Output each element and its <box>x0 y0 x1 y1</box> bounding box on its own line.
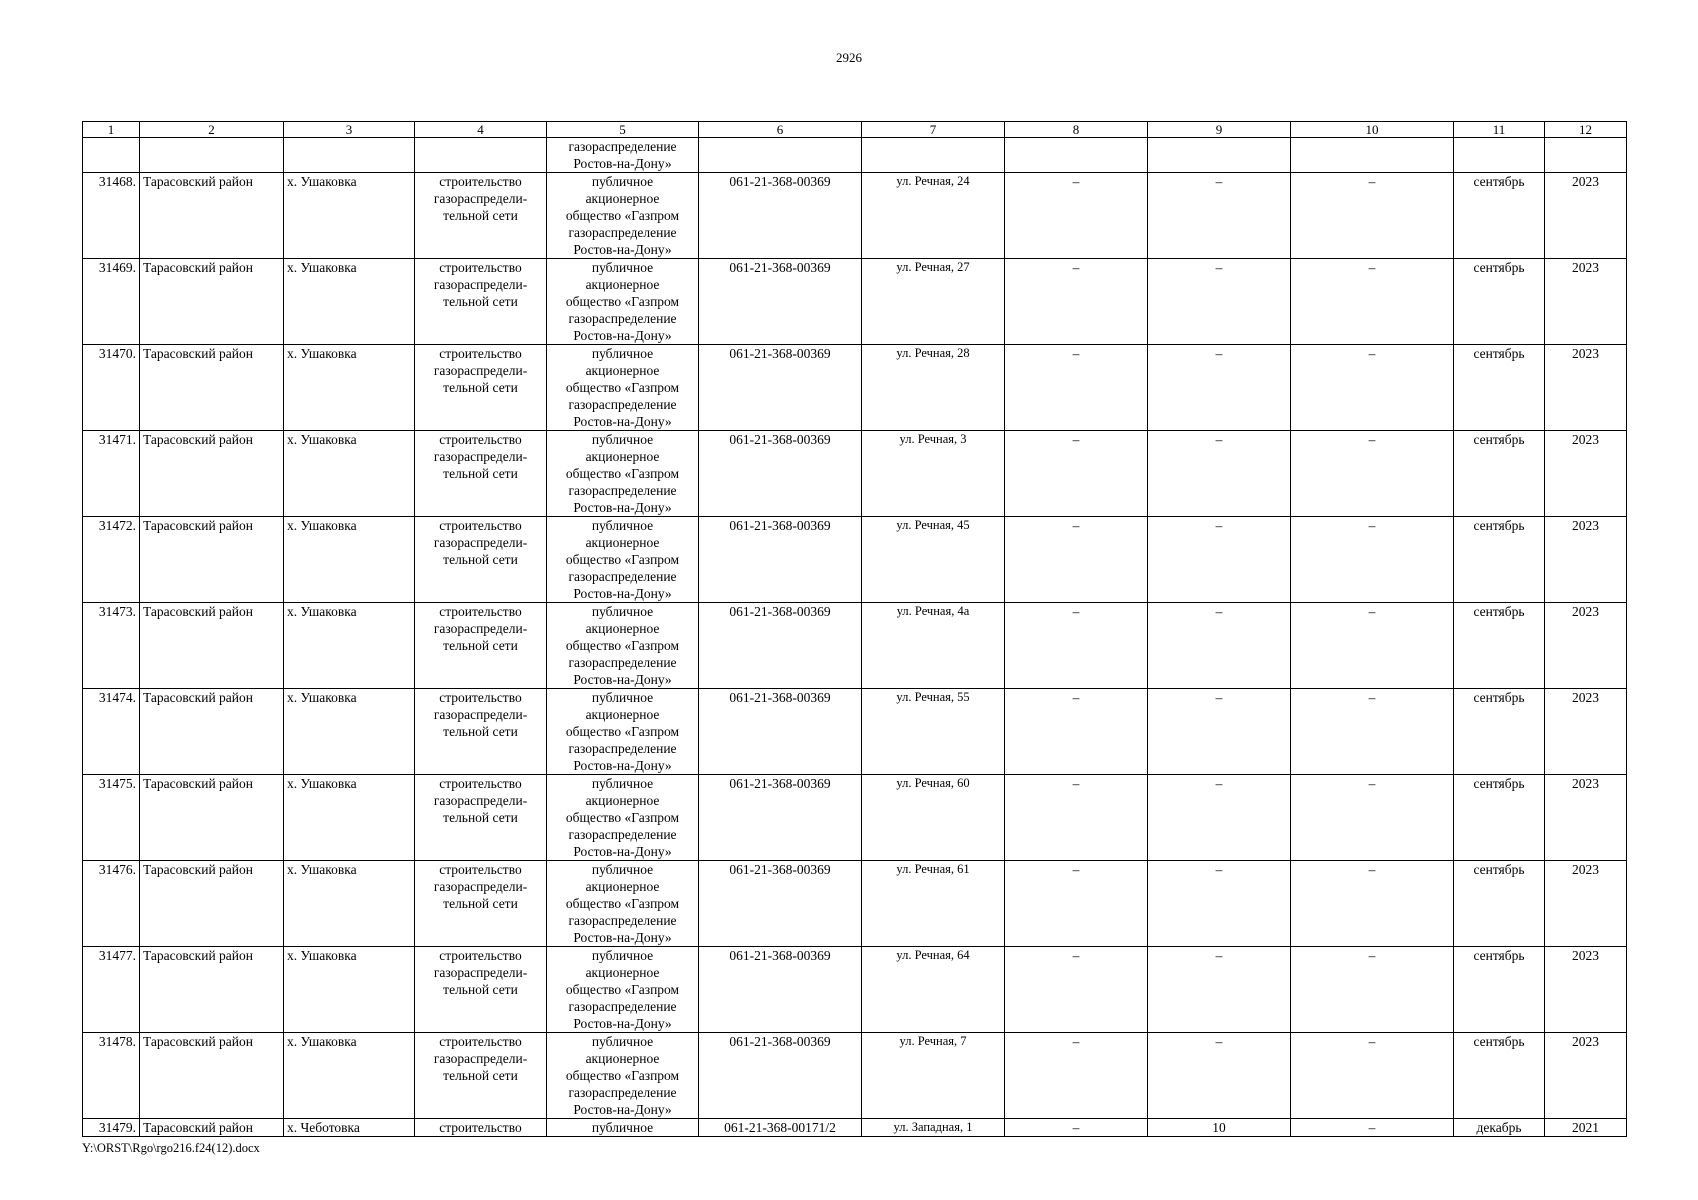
col8-cell: – <box>1005 173 1148 259</box>
page-number: 2926 <box>836 50 862 65</box>
year-cell: 2023 <box>1545 689 1627 775</box>
year-cell: 2023 <box>1545 775 1627 861</box>
address-cell: ул. Речная, 24 <box>862 173 1005 259</box>
header-cell: 3 <box>284 122 415 138</box>
work-type-cell: строительство газораспредели- тельной сети <box>415 861 547 947</box>
registry-table <box>82 121 1627 1137</box>
address-cell: ул. Речная, 60 <box>862 775 1005 861</box>
code-cell: 061-21-368-00369 <box>699 689 862 775</box>
month-cell: сентябрь <box>1454 259 1545 345</box>
col8-cell: – <box>1005 431 1148 517</box>
col10-cell: – <box>1291 689 1454 775</box>
table-cell <box>699 138 862 173</box>
year-cell: 2023 <box>1545 345 1627 431</box>
col10-cell: – <box>1291 1033 1454 1119</box>
col9-cell: – <box>1148 517 1291 603</box>
code-cell: 061-21-368-00369 <box>699 1033 862 1119</box>
district-cell: Тарасовский район <box>140 689 284 775</box>
org-cell: публичное акционерное общество «Газпром газораспределение Ростов-на-Дону» <box>547 603 699 689</box>
settlement-cell: х. Ушаковка <box>284 517 415 603</box>
settlement-cell: х. Ушаковка <box>284 603 415 689</box>
work-type-cell: строительство газораспредели- тельной сети <box>415 173 547 259</box>
header-cell: 12 <box>1545 122 1627 138</box>
month-cell: сентябрь <box>1454 431 1545 517</box>
header-cell: 10 <box>1291 122 1454 138</box>
address-cell: ул. Речная, 28 <box>862 345 1005 431</box>
org-cell: публичное акционерное общество «Газпром газораспределение Ростов-на-Дону» <box>547 775 699 861</box>
year-cell: 2023 <box>1545 1033 1627 1119</box>
district-cell: Тарасовский район <box>140 861 284 947</box>
column-number-header <box>83 122 1627 138</box>
work-type-cell: строительство газораспредели- тельной сети <box>415 517 547 603</box>
header-cell: 8 <box>1005 122 1148 138</box>
col9-cell: – <box>1148 947 1291 1033</box>
settlement-cell: х. Ушаковка <box>284 947 415 1033</box>
table-row <box>83 517 1627 603</box>
table-row <box>83 345 1627 431</box>
settlement-cell: х. Ушаковка <box>284 431 415 517</box>
row-number-cell: 31476. <box>83 861 140 947</box>
row-number-cell: 31474. <box>83 689 140 775</box>
col8-cell: – <box>1005 861 1148 947</box>
address-cell: ул. Речная, 7 <box>862 1033 1005 1119</box>
table-cell <box>862 138 1005 173</box>
org-cell: публичное акционерное общество «Газпром газораспределение Ростов-на-Дону» <box>547 517 699 603</box>
code-cell: 061-21-368-00369 <box>699 947 862 1033</box>
table-cell <box>1545 138 1627 173</box>
work-type-cell: строительство газораспредели- тельной сети <box>415 1033 547 1119</box>
month-cell: сентябрь <box>1454 603 1545 689</box>
col9-cell: – <box>1148 1033 1291 1119</box>
settlement-cell: х. Ушаковка <box>284 861 415 947</box>
year-cell: 2023 <box>1545 431 1627 517</box>
table-row <box>83 775 1627 861</box>
table-row <box>83 431 1627 517</box>
year-cell: 2023 <box>1545 603 1627 689</box>
address-cell: ул. Речная, 3 <box>862 431 1005 517</box>
col8-cell: – <box>1005 1119 1148 1137</box>
header-cell: 2 <box>140 122 284 138</box>
row-number-cell: 31472. <box>83 517 140 603</box>
col10-cell: – <box>1291 517 1454 603</box>
col8-cell: – <box>1005 1033 1148 1119</box>
col8-cell: – <box>1005 689 1148 775</box>
district-cell: Тарасовский район <box>140 259 284 345</box>
year-cell: 2023 <box>1545 517 1627 603</box>
col10-cell: – <box>1291 259 1454 345</box>
code-cell: 061-21-368-00369 <box>699 603 862 689</box>
code-cell: 061-21-368-00171/2 <box>699 1119 862 1137</box>
address-cell: ул. Речная, 27 <box>862 259 1005 345</box>
table-cell <box>1148 138 1291 173</box>
col8-cell: – <box>1005 345 1148 431</box>
month-cell: сентябрь <box>1454 173 1545 259</box>
settlement-cell: х. Ушаковка <box>284 345 415 431</box>
district-cell: Тарасовский район <box>140 517 284 603</box>
row-number-cell: 31475. <box>83 775 140 861</box>
district-cell: Тарасовский район <box>140 173 284 259</box>
settlement-cell: х. Ушаковка <box>284 1033 415 1119</box>
code-cell: 061-21-368-00369 <box>699 259 862 345</box>
district-cell: Тарасовский район <box>140 947 284 1033</box>
month-cell: сентябрь <box>1454 345 1545 431</box>
address-cell: ул. Речная, 61 <box>862 861 1005 947</box>
col10-cell: – <box>1291 1119 1454 1137</box>
year-cell: 2023 <box>1545 259 1627 345</box>
col9-cell: – <box>1148 345 1291 431</box>
table-cell <box>1291 138 1454 173</box>
org-cell: публичное акционерное общество «Газпром газораспределение Ростов-на-Дону» <box>547 689 699 775</box>
code-cell: 061-21-368-00369 <box>699 775 862 861</box>
code-cell: 061-21-368-00369 <box>699 345 862 431</box>
org-cell: публичное акционерное общество «Газпром газораспределение Ростов-на-Дону» <box>547 431 699 517</box>
settlement-cell: х. Ушаковка <box>284 259 415 345</box>
table-row <box>83 603 1627 689</box>
settlement-cell: х. Чеботовка <box>284 1119 415 1137</box>
work-type-cell: строительство газораспредели- тельной сети <box>415 431 547 517</box>
settlement-cell: х. Ушаковка <box>284 689 415 775</box>
col10-cell: – <box>1291 431 1454 517</box>
col9-cell: – <box>1148 689 1291 775</box>
month-cell: сентябрь <box>1454 517 1545 603</box>
org-cell: публичное <box>547 1119 699 1137</box>
col10-cell: – <box>1291 947 1454 1033</box>
year-cell: 2023 <box>1545 861 1627 947</box>
org-cell: публичное акционерное общество «Газпром газораспределение Ростов-на-Дону» <box>547 1033 699 1119</box>
row-number-cell: 31470. <box>83 345 140 431</box>
year-cell: 2023 <box>1545 947 1627 1033</box>
org-cell: публичное акционерное общество «Газпром газораспределение Ростов-на-Дону» <box>547 173 699 259</box>
month-cell: сентябрь <box>1454 689 1545 775</box>
org-cell: публичное акционерное общество «Газпром газораспределение Ростов-на-Дону» <box>547 861 699 947</box>
address-cell: ул. Речная, 4а <box>862 603 1005 689</box>
month-cell: сентябрь <box>1454 1033 1545 1119</box>
district-cell: Тарасовский район <box>140 345 284 431</box>
table-cell <box>415 138 547 173</box>
settlement-cell: х. Ушаковка <box>284 173 415 259</box>
district-cell: Тарасовский район <box>140 1033 284 1119</box>
district-cell: Тарасовский район <box>140 431 284 517</box>
header-cell: 4 <box>415 122 547 138</box>
header-cell: 9 <box>1148 122 1291 138</box>
code-cell: 061-21-368-00369 <box>699 517 862 603</box>
year-cell: 2021 <box>1545 1119 1627 1137</box>
address-cell: ул. Речная, 45 <box>862 517 1005 603</box>
month-cell: сентябрь <box>1454 775 1545 861</box>
col9-cell: – <box>1148 431 1291 517</box>
org-cell: публичное акционерное общество «Газпром газораспределение Ростов-на-Дону» <box>547 947 699 1033</box>
header-cell: 1 <box>83 122 140 138</box>
continuation-row <box>83 138 1627 173</box>
work-type-cell: строительство газораспредели- тельной сети <box>415 689 547 775</box>
col9-cell: – <box>1148 259 1291 345</box>
col9-cell: – <box>1148 861 1291 947</box>
col9-cell: – <box>1148 603 1291 689</box>
col10-cell: – <box>1291 775 1454 861</box>
settlement-cell: х. Ушаковка <box>284 775 415 861</box>
header-cell: 7 <box>862 122 1005 138</box>
col8-cell: – <box>1005 259 1148 345</box>
col10-cell: – <box>1291 345 1454 431</box>
work-type-cell: строительство газораспредели- тельной сети <box>415 345 547 431</box>
district-cell: Тарасовский район <box>140 775 284 861</box>
district-cell: Тарасовский район <box>140 603 284 689</box>
table-cell <box>1454 138 1545 173</box>
table-row <box>83 861 1627 947</box>
address-cell: ул. Речная, 64 <box>862 947 1005 1033</box>
header-cell: 6 <box>699 122 862 138</box>
col8-cell: – <box>1005 775 1148 861</box>
code-cell: 061-21-368-00369 <box>699 431 862 517</box>
header-cell: 5 <box>547 122 699 138</box>
work-type-cell: строительство <box>415 1119 547 1137</box>
district-cell: Тарасовский район <box>140 1119 284 1137</box>
code-cell: 061-21-368-00369 <box>699 173 862 259</box>
table-row <box>83 173 1627 259</box>
table-row <box>83 689 1627 775</box>
row-number-cell: 31478. <box>83 1033 140 1119</box>
table-cell <box>140 138 284 173</box>
col9-cell: – <box>1148 775 1291 861</box>
table-row <box>83 1119 1627 1137</box>
col10-cell: – <box>1291 861 1454 947</box>
table-row <box>83 1033 1627 1119</box>
header-cell: 11 <box>1454 122 1545 138</box>
row-number-cell: 31469. <box>83 259 140 345</box>
col8-cell: – <box>1005 517 1148 603</box>
row-number-cell: 31479. <box>83 1119 140 1137</box>
address-cell: ул. Западная, 1 <box>862 1119 1005 1137</box>
address-cell: ул. Речная, 55 <box>862 689 1005 775</box>
month-cell: декабрь <box>1454 1119 1545 1137</box>
year-cell: 2023 <box>1545 173 1627 259</box>
work-type-cell: строительство газораспредели- тельной сети <box>415 947 547 1033</box>
month-cell: сентябрь <box>1454 861 1545 947</box>
col10-cell: – <box>1291 173 1454 259</box>
col9-cell: 10 <box>1148 1119 1291 1137</box>
row-number-cell: 31468. <box>83 173 140 259</box>
work-type-cell: строительство газораспредели- тельной сети <box>415 259 547 345</box>
table-cell <box>83 138 140 173</box>
month-cell: сентябрь <box>1454 947 1545 1033</box>
table-cell <box>1005 138 1148 173</box>
table-row <box>83 947 1627 1033</box>
col8-cell: – <box>1005 947 1148 1033</box>
col9-cell: – <box>1148 173 1291 259</box>
document-table-container <box>82 121 1627 1137</box>
work-type-cell: строительство газораспредели- тельной сети <box>415 603 547 689</box>
org-cell: публичное акционерное общество «Газпром газораспределение Ростов-на-Дону» <box>547 259 699 345</box>
table-cell <box>284 138 415 173</box>
work-type-cell: строительство газораспредели- тельной сети <box>415 775 547 861</box>
org-cell: публичное акционерное общество «Газпром газораспределение Ростов-на-Дону» <box>547 345 699 431</box>
row-number-cell: 31477. <box>83 947 140 1033</box>
col8-cell: – <box>1005 603 1148 689</box>
col10-cell: – <box>1291 603 1454 689</box>
code-cell: 061-21-368-00369 <box>699 861 862 947</box>
table-row <box>83 259 1627 345</box>
row-number-cell: 31471. <box>83 431 140 517</box>
row-number-cell: 31473. <box>83 603 140 689</box>
org-cell: газораспределение Ростов-на-Дону» <box>547 138 699 173</box>
footer-file-path: Y:\ORST\Rgo\rgo216.f24(12).docx <box>82 1141 260 1155</box>
